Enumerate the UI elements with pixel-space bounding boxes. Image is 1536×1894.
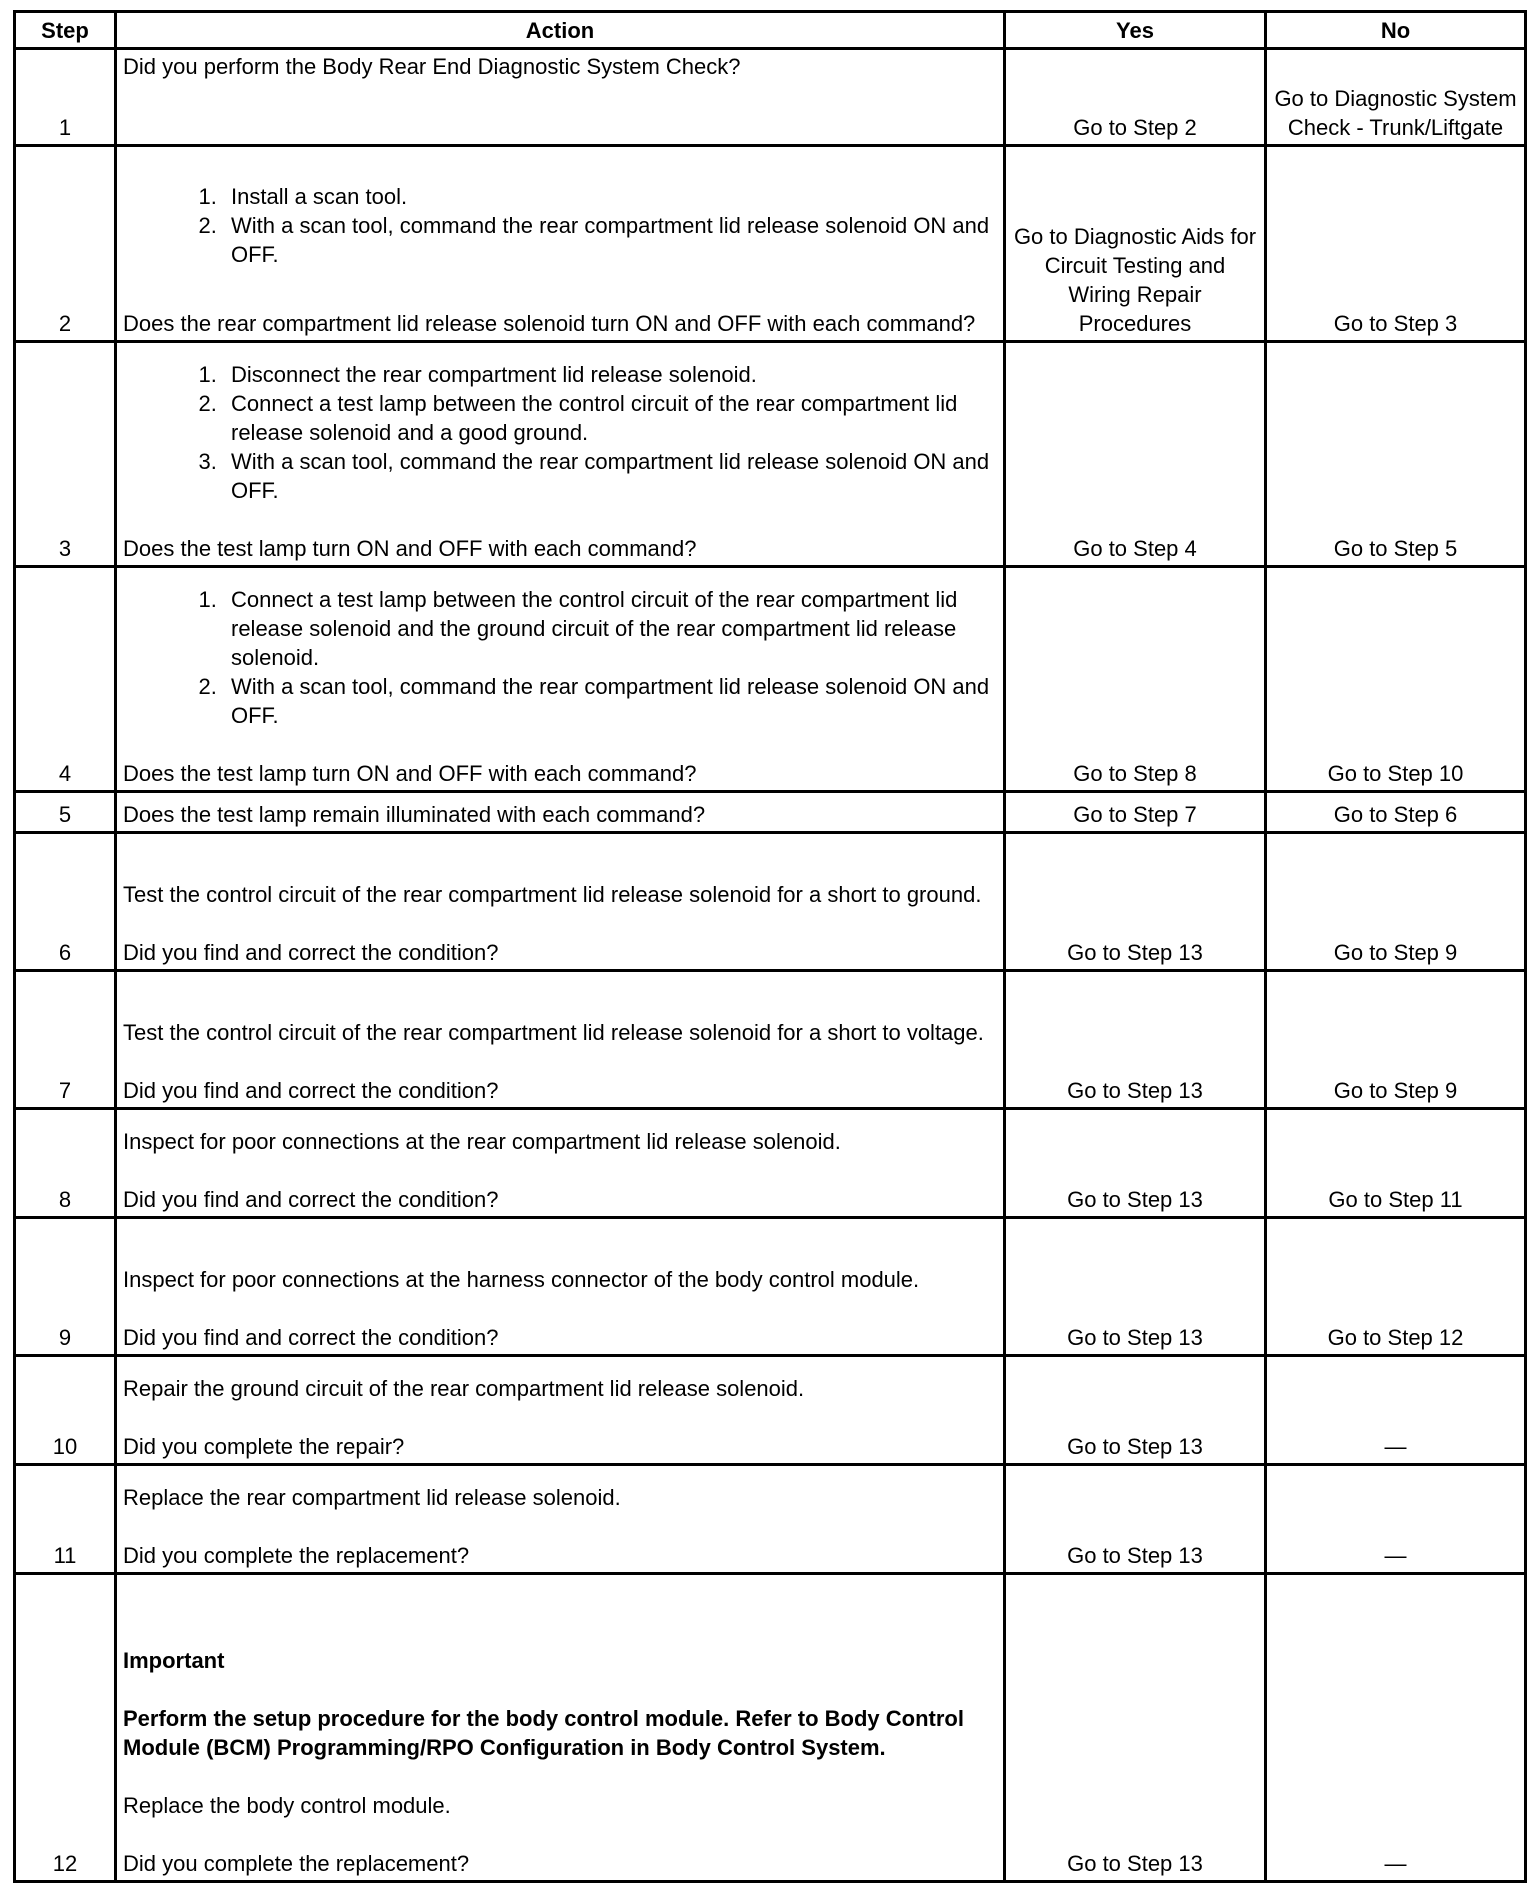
step-number: 6 [15,833,116,971]
header-row [15,12,1526,49]
action-question: Did you find and correct the condition? [123,940,499,965]
action-cell [116,146,1005,342]
table-row [15,49,1526,146]
action-text: Test the control circuit of the rear compartment lid release solenoid for a short to ground. [123,882,982,907]
step-number: 4 [15,567,116,792]
action-cell [116,792,1005,833]
action-text: Did you perform the Body Rear End Diagnostic System Check? [123,54,741,79]
no-cell: Go to Step 12 [1266,1218,1526,1356]
action-question: Did you complete the replacement? [123,1851,470,1876]
action-question: Does the test lamp turn ON and OFF with each command? [123,536,697,561]
yes-cell: Go to Step 7 [1005,792,1266,833]
no-cell: Go to Step 9 [1266,833,1526,971]
action-text: Inspect for poor connections at the harness connector of the body control module. [123,1267,920,1292]
table-row [15,146,1526,342]
yes-cell: Go to Diagnostic Aids for Circuit Testing and Wiring Repair Procedures [1005,146,1266,342]
action-text: Replace the rear compartment lid release solenoid. [123,1485,621,1510]
action-cell [116,1109,1005,1218]
action-list [123,360,997,505]
no-cell: — [1266,1356,1526,1465]
action-cell [116,342,1005,567]
no-cell: Go to Step 9 [1266,971,1526,1109]
header-yes: Yes [1005,12,1266,49]
diagnostic-table [13,10,1527,1883]
table-row [15,971,1526,1109]
table-row [15,1465,1526,1574]
yes-cell: Go to Step 13 [1005,1356,1266,1465]
yes-cell: Go to Step 13 [1005,1109,1266,1218]
action-question: Did you complete the repair? [123,1434,405,1459]
header-action: Action [116,12,1005,49]
yes-cell: Go to Step 2 [1005,49,1266,146]
action-text: Test the control circuit of the rear compartment lid release solenoid for a short to voltage. [123,1020,984,1045]
no-cell: Go to Step 3 [1266,146,1526,342]
list-item: 2. With a scan tool, command the rear compartment lid release solenoid ON and OFF. [223,672,997,730]
action-cell [116,1574,1005,1882]
action-question: Did you find and correct the condition? [123,1078,499,1103]
action-cell [116,567,1005,792]
list-item: 1. Install a scan tool. [223,182,997,211]
yes-cell: Go to Step 13 [1005,1218,1266,1356]
step-number: 5 [15,792,116,833]
step-number: 2 [15,146,116,342]
step-number: 12 [15,1574,116,1882]
step-number: 7 [15,971,116,1109]
action-question: Does the test lamp turn ON and OFF with each command? [123,761,697,786]
action-question: Did you find and correct the condition? [123,1325,499,1350]
list-item: 3. With a scan tool, command the rear compartment lid release solenoid ON and OFF. [223,447,997,505]
no-cell: Go to Step 6 [1266,792,1526,833]
action-cell [116,1465,1005,1574]
table-row [15,342,1526,567]
no-cell: Go to Step 10 [1266,567,1526,792]
yes-cell: Go to Step 13 [1005,1465,1266,1574]
action-cell [116,833,1005,971]
action-text: Replace the body control module. [123,1793,451,1818]
step-number: 10 [15,1356,116,1465]
action-list [123,182,997,269]
table-row [15,1356,1526,1465]
no-cell: — [1266,1465,1526,1574]
yes-cell: Go to Step 8 [1005,567,1266,792]
action-question: Did you find and correct the condition? [123,1187,499,1212]
table-row [15,833,1526,971]
list-item: 1. Connect a test lamp between the control circuit of the rear compartment lid release solenoid and the ground circuit of the rear compartment lid release solenoid. [223,585,997,672]
table-row [15,1574,1526,1882]
no-cell: Go to Step 11 [1266,1109,1526,1218]
yes-cell: Go to Step 4 [1005,342,1266,567]
step-number: 3 [15,342,116,567]
table-row [15,792,1526,833]
header-no: No [1266,12,1526,49]
list-item: 2. With a scan tool, command the rear compartment lid release solenoid ON and OFF. [223,211,997,269]
action-cell [116,49,1005,146]
important-label: Important [123,1648,225,1673]
table-row [15,1218,1526,1356]
action-list [123,585,997,730]
action-cell [116,1218,1005,1356]
important-note: Perform the setup procedure for the body control module. Refer to Body Control Module (BCM) Programming/RPO Configuration in Body Control System. [123,1706,964,1760]
header-step: Step [15,12,116,49]
yes-cell: Go to Step 13 [1005,833,1266,971]
action-question: Does the rear compartment lid release solenoid turn ON and OFF with each command? [123,311,976,336]
yes-cell: Go to Step 13 [1005,1574,1266,1882]
step-number: 1 [15,49,116,146]
action-text: Does the test lamp remain illuminated with each command? [123,802,706,827]
step-number: 9 [15,1218,116,1356]
table-row [15,1109,1526,1218]
action-text: Inspect for poor connections at the rear compartment lid release solenoid. [123,1129,841,1154]
list-item: 2. Connect a test lamp between the control circuit of the rear compartment lid release solenoid and a good ground. [223,389,997,447]
yes-cell: Go to Step 13 [1005,971,1266,1109]
table-row [15,567,1526,792]
action-cell [116,1356,1005,1465]
no-cell: Go to Diagnostic System Check - Trunk/Liftgate [1266,49,1526,146]
no-cell: — [1266,1574,1526,1882]
action-text: Repair the ground circuit of the rear compartment lid release solenoid. [123,1376,805,1401]
step-number: 8 [15,1109,116,1218]
list-item: 1. Disconnect the rear compartment lid release solenoid. [223,360,997,389]
action-question: Did you complete the replacement? [123,1543,470,1568]
action-cell [116,971,1005,1109]
step-number: 11 [15,1465,116,1574]
no-cell: Go to Step 5 [1266,342,1526,567]
